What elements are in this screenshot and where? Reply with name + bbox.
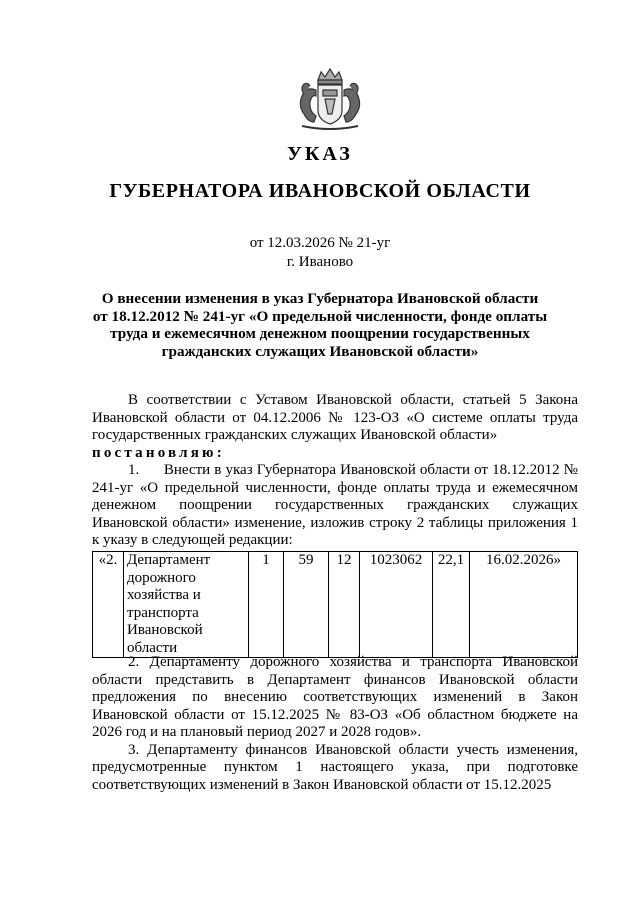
item-1-paragraph: 1. Внести в указ Губернатора Ивановской области от 18.12.2012 № 241-уг «О предельной численности, фонде оплаты труда и ежемесячном денежном поощрении государственных гражданских служащих Ивановской области» изменение, изложив строку 2 таблицы приложения 1 к указу в следующей редакции: <box>92 462 578 548</box>
place: г. Иваново <box>286 254 354 270</box>
coat-of-arms-icon <box>294 66 366 132</box>
item-3-paragraph: 3. Департаменту финансов Ивановской области учесть изменения, предусмотренные пунктом 1 настоящего указа, при подготовке соответствующих изменений в Закон Ивановской области от 15.12.2025 <box>92 741 578 793</box>
preamble-paragraph <box>92 392 578 445</box>
item-2-paragraph: 2. Департаменту дорожного хозяйства и транспорта Ивановской области представить в Департамент финансов Ивановской области предложения по внесению соответствующих изменений в Закон Ивановской области от 15.12.2025 № 83-ОЗ «Об областном бюджете на 2026 год и на плановый период 2027 и 2028 годов». <box>92 654 578 740</box>
table-cell: 1 <box>249 552 284 658</box>
data-table <box>92 551 578 658</box>
date-number: от 12.03.2026 № 21-уг <box>249 235 391 251</box>
preamble-text: В соответствии с Уставом Ивановской области, статьей 5 Закона Ивановской области от 04.12.2006 № 123-ОЗ «О системе оплаты труда государственных гражданских служащих Ивановской области» <box>92 392 578 443</box>
subject-line: гражданских служащих Ивановской области» <box>161 342 479 360</box>
table-row <box>93 552 578 658</box>
table-cell: 16.02.2026» <box>470 552 578 658</box>
table-cell-department: Департамент дорожного хозяйства и транспорта Ивановской области <box>124 552 249 658</box>
subject-line: О внесении изменения в указ Губернатора Ивановской области <box>101 290 539 307</box>
subject-line: от 18.12.2012 № 241-уг «О предельной численности, фонде оплаты <box>92 307 548 325</box>
table-cell: 1023062 <box>360 552 433 658</box>
table-cell: 59 <box>284 552 329 658</box>
resolve-word: постановляю: <box>92 444 225 461</box>
body-lower <box>92 654 578 794</box>
issuer-title: ГУБЕРНАТОРА ИВАНОВСКОЙ ОБЛАСТИ <box>109 180 531 202</box>
table-cell: 22,1 <box>433 552 470 658</box>
table-cell-number: «2. <box>93 552 124 658</box>
document-title: УКАЗ <box>287 143 353 165</box>
subject-line: труда и ежемесячном денежном поощрении государственных <box>110 325 530 342</box>
body-upper <box>92 392 578 550</box>
table-cell: 12 <box>329 552 360 658</box>
date-block <box>0 234 640 272</box>
subject-heading <box>80 290 560 360</box>
resolve-line <box>92 445 578 463</box>
